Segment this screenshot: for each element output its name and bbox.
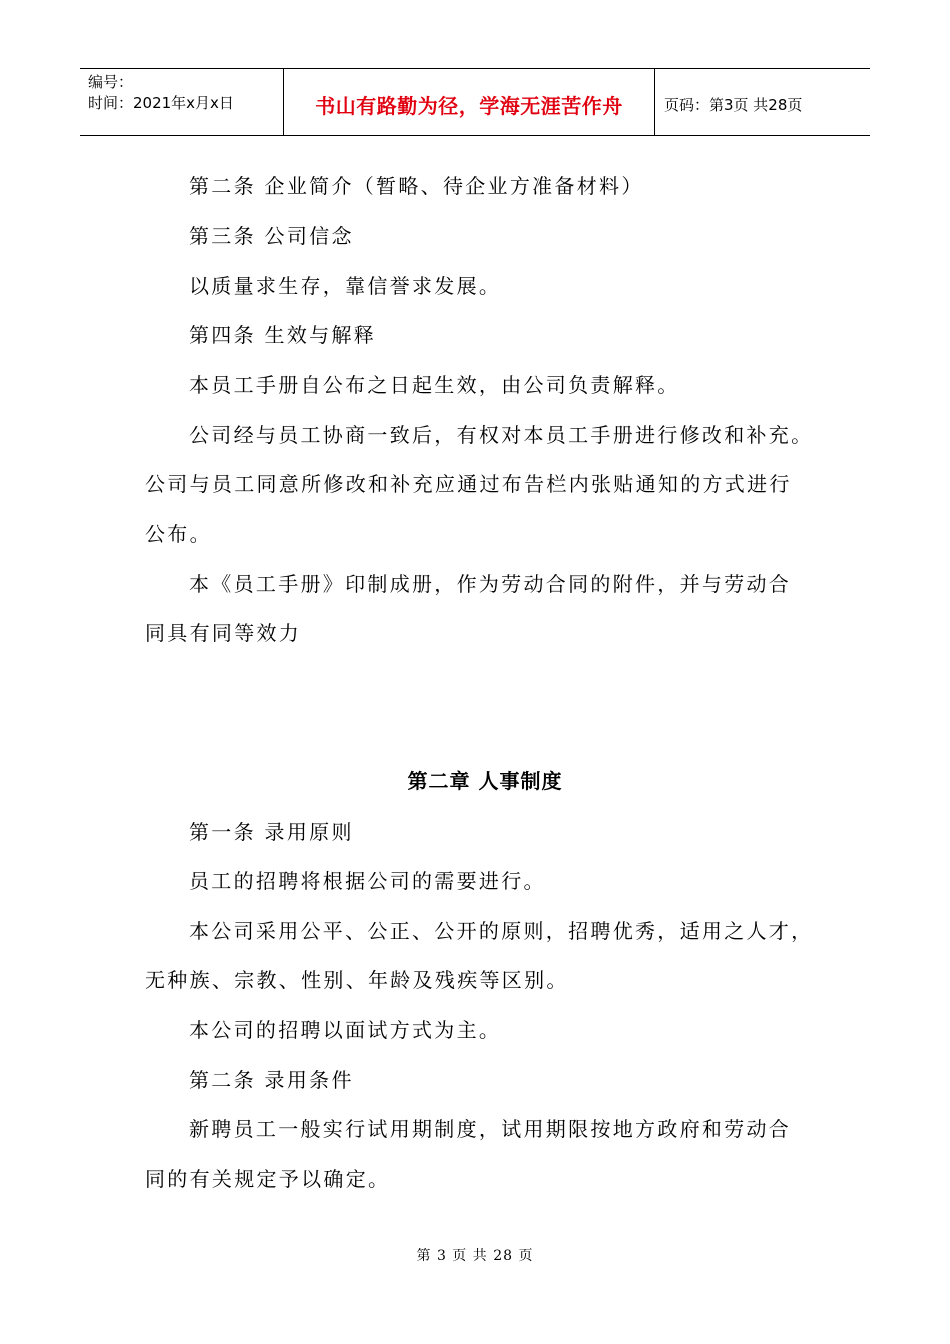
paragraph-line: 无种族、宗教、性别、年龄及残疾等区别。 [145,968,569,992]
paragraph-line: 同的有关规定予以确定。 [145,1167,391,1191]
paragraph-line: 第四条 生效与解释 [189,323,377,347]
paragraph-line: 新聘员工一般实行试用期制度，试用期限按地方政府和劳动合 [189,1117,792,1141]
paragraph-line: 本员工手册自公布之日起生效，由公司负责解释。 [189,373,680,397]
header-meta [80,69,283,135]
paragraph-line: 本《员工手册》印制成册，作为劳动合同的附件，并与劳动合 [189,572,792,596]
paragraph-line: 第二条 录用条件 [189,1068,354,1092]
chapter-title: 第二章 人事制度 [407,769,563,793]
paragraph-line: 公司与员工同意所修改和补充应通过布告栏内张贴通知的方式进行 [145,472,792,496]
time-label: 时间：2021年x月x日 [88,94,234,112]
number-label: 编号： [88,73,134,91]
header-page-info: 页码：第3页 共28页 [664,95,803,114]
paragraph-line: 公司经与员工协商一致后，有权对本员工手册进行修改和补充。 [189,423,814,447]
paragraph-line: 第三条 公司信念 [189,224,354,248]
paragraph-line: 同具有同等效力 [145,621,302,645]
paragraph-line: 本公司的招聘以面试方式为主。 [189,1018,502,1042]
paragraph-line: 本公司采用公平、公正、公开的原则，招聘优秀，适用之人才， [189,919,814,943]
paragraph-line: 员工的招聘将根据公司的需要进行。 [189,869,546,893]
paragraph-line: 第二条 企业简介（暂略、待企业方准备材料） [189,174,644,198]
page-header [80,68,870,136]
page-footer: 第 3 页 共 28 页 [416,1248,534,1264]
header-motto: 书山有路勤为径，学海无涯苦作舟 [283,69,655,135]
paragraph-line: 第一条 录用原则 [189,820,354,844]
paragraph-line: 以质量求生存，靠信誉求发展。 [189,274,502,298]
paragraph-line: 公布。 [145,522,212,546]
